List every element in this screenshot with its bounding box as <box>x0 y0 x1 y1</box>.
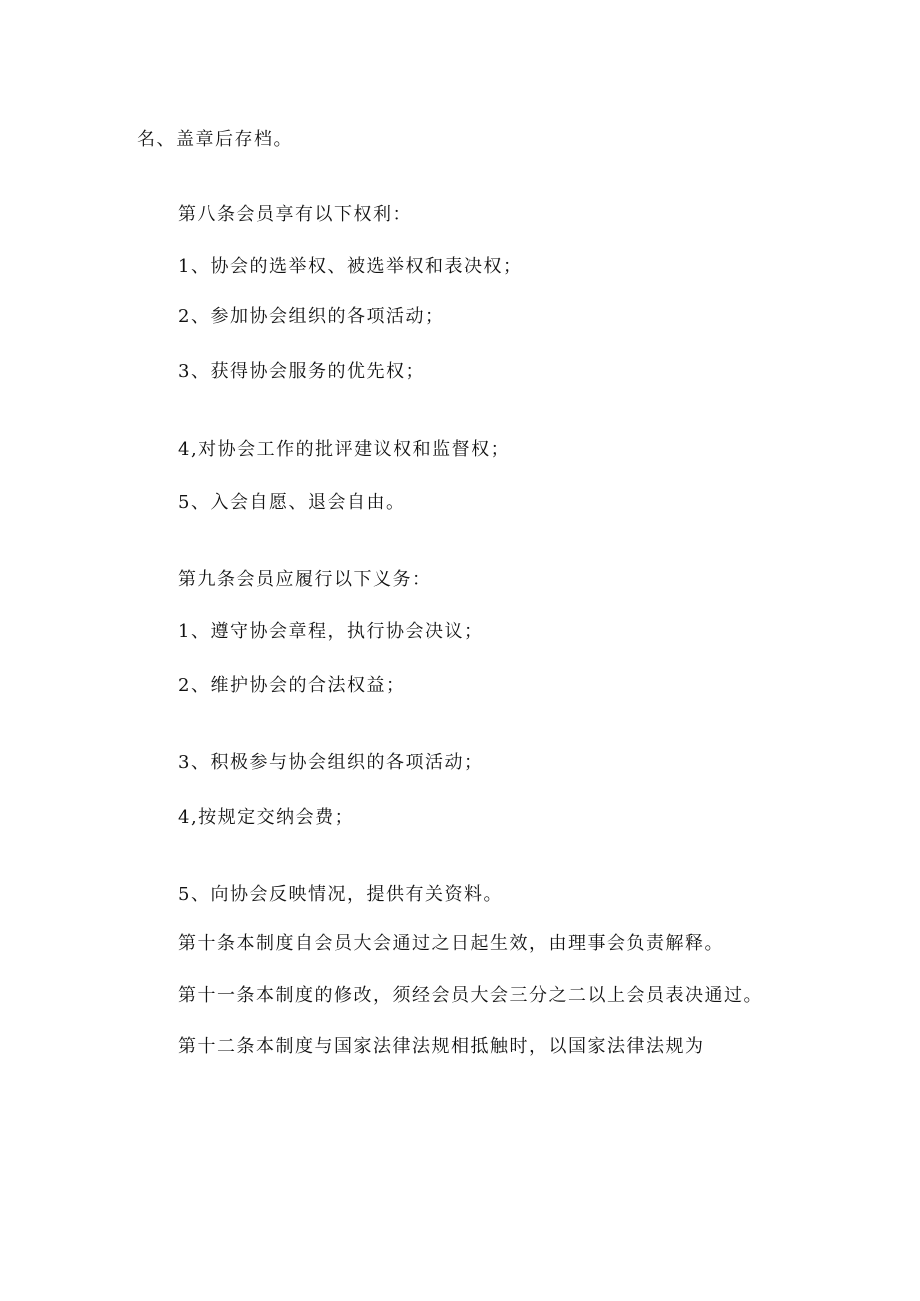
article-9-item: 2、维护协会的合法权益； <box>178 675 406 696</box>
continuation-text: 名、盖章后存档。 <box>137 129 293 150</box>
article-8-item: 2、参加协会组织的各项活动； <box>178 306 445 327</box>
article-8-item: 4,对协会工作的批评建议权和监督权； <box>178 439 511 460</box>
article-8-item: 5、入会自愿、退会自由。 <box>178 492 406 513</box>
article-10-text: 第十条本制度自会员大会通过之日起生效，由理事会负责解释。 <box>178 933 724 954</box>
article-9-item: 4,按规定交纳会费； <box>178 807 355 828</box>
article-12-text: 第十二条本制度与国家法律法规相抵触时，以国家法律法规为 <box>178 1036 705 1057</box>
article-8-item: 3、获得协会服务的优先权； <box>178 361 425 382</box>
article-11-text: 第十一条本制度的修改，须经会员大会三分之二以上会员表决通过。 <box>178 985 763 1006</box>
article-9-heading: 第九条会员应履行以下义务： <box>178 569 432 590</box>
article-8-item: 1、协会的选举权、被选举权和表决权； <box>178 256 523 277</box>
article-8-heading: 第八条会员享有以下权利： <box>178 204 412 225</box>
article-9-item: 1、遵守协会章程，执行协会决议； <box>178 621 484 642</box>
article-9-item: 5、向协会反映情况，提供有关资料。 <box>178 884 503 905</box>
article-9-item: 3、积极参与协会组织的各项活动； <box>178 752 484 773</box>
